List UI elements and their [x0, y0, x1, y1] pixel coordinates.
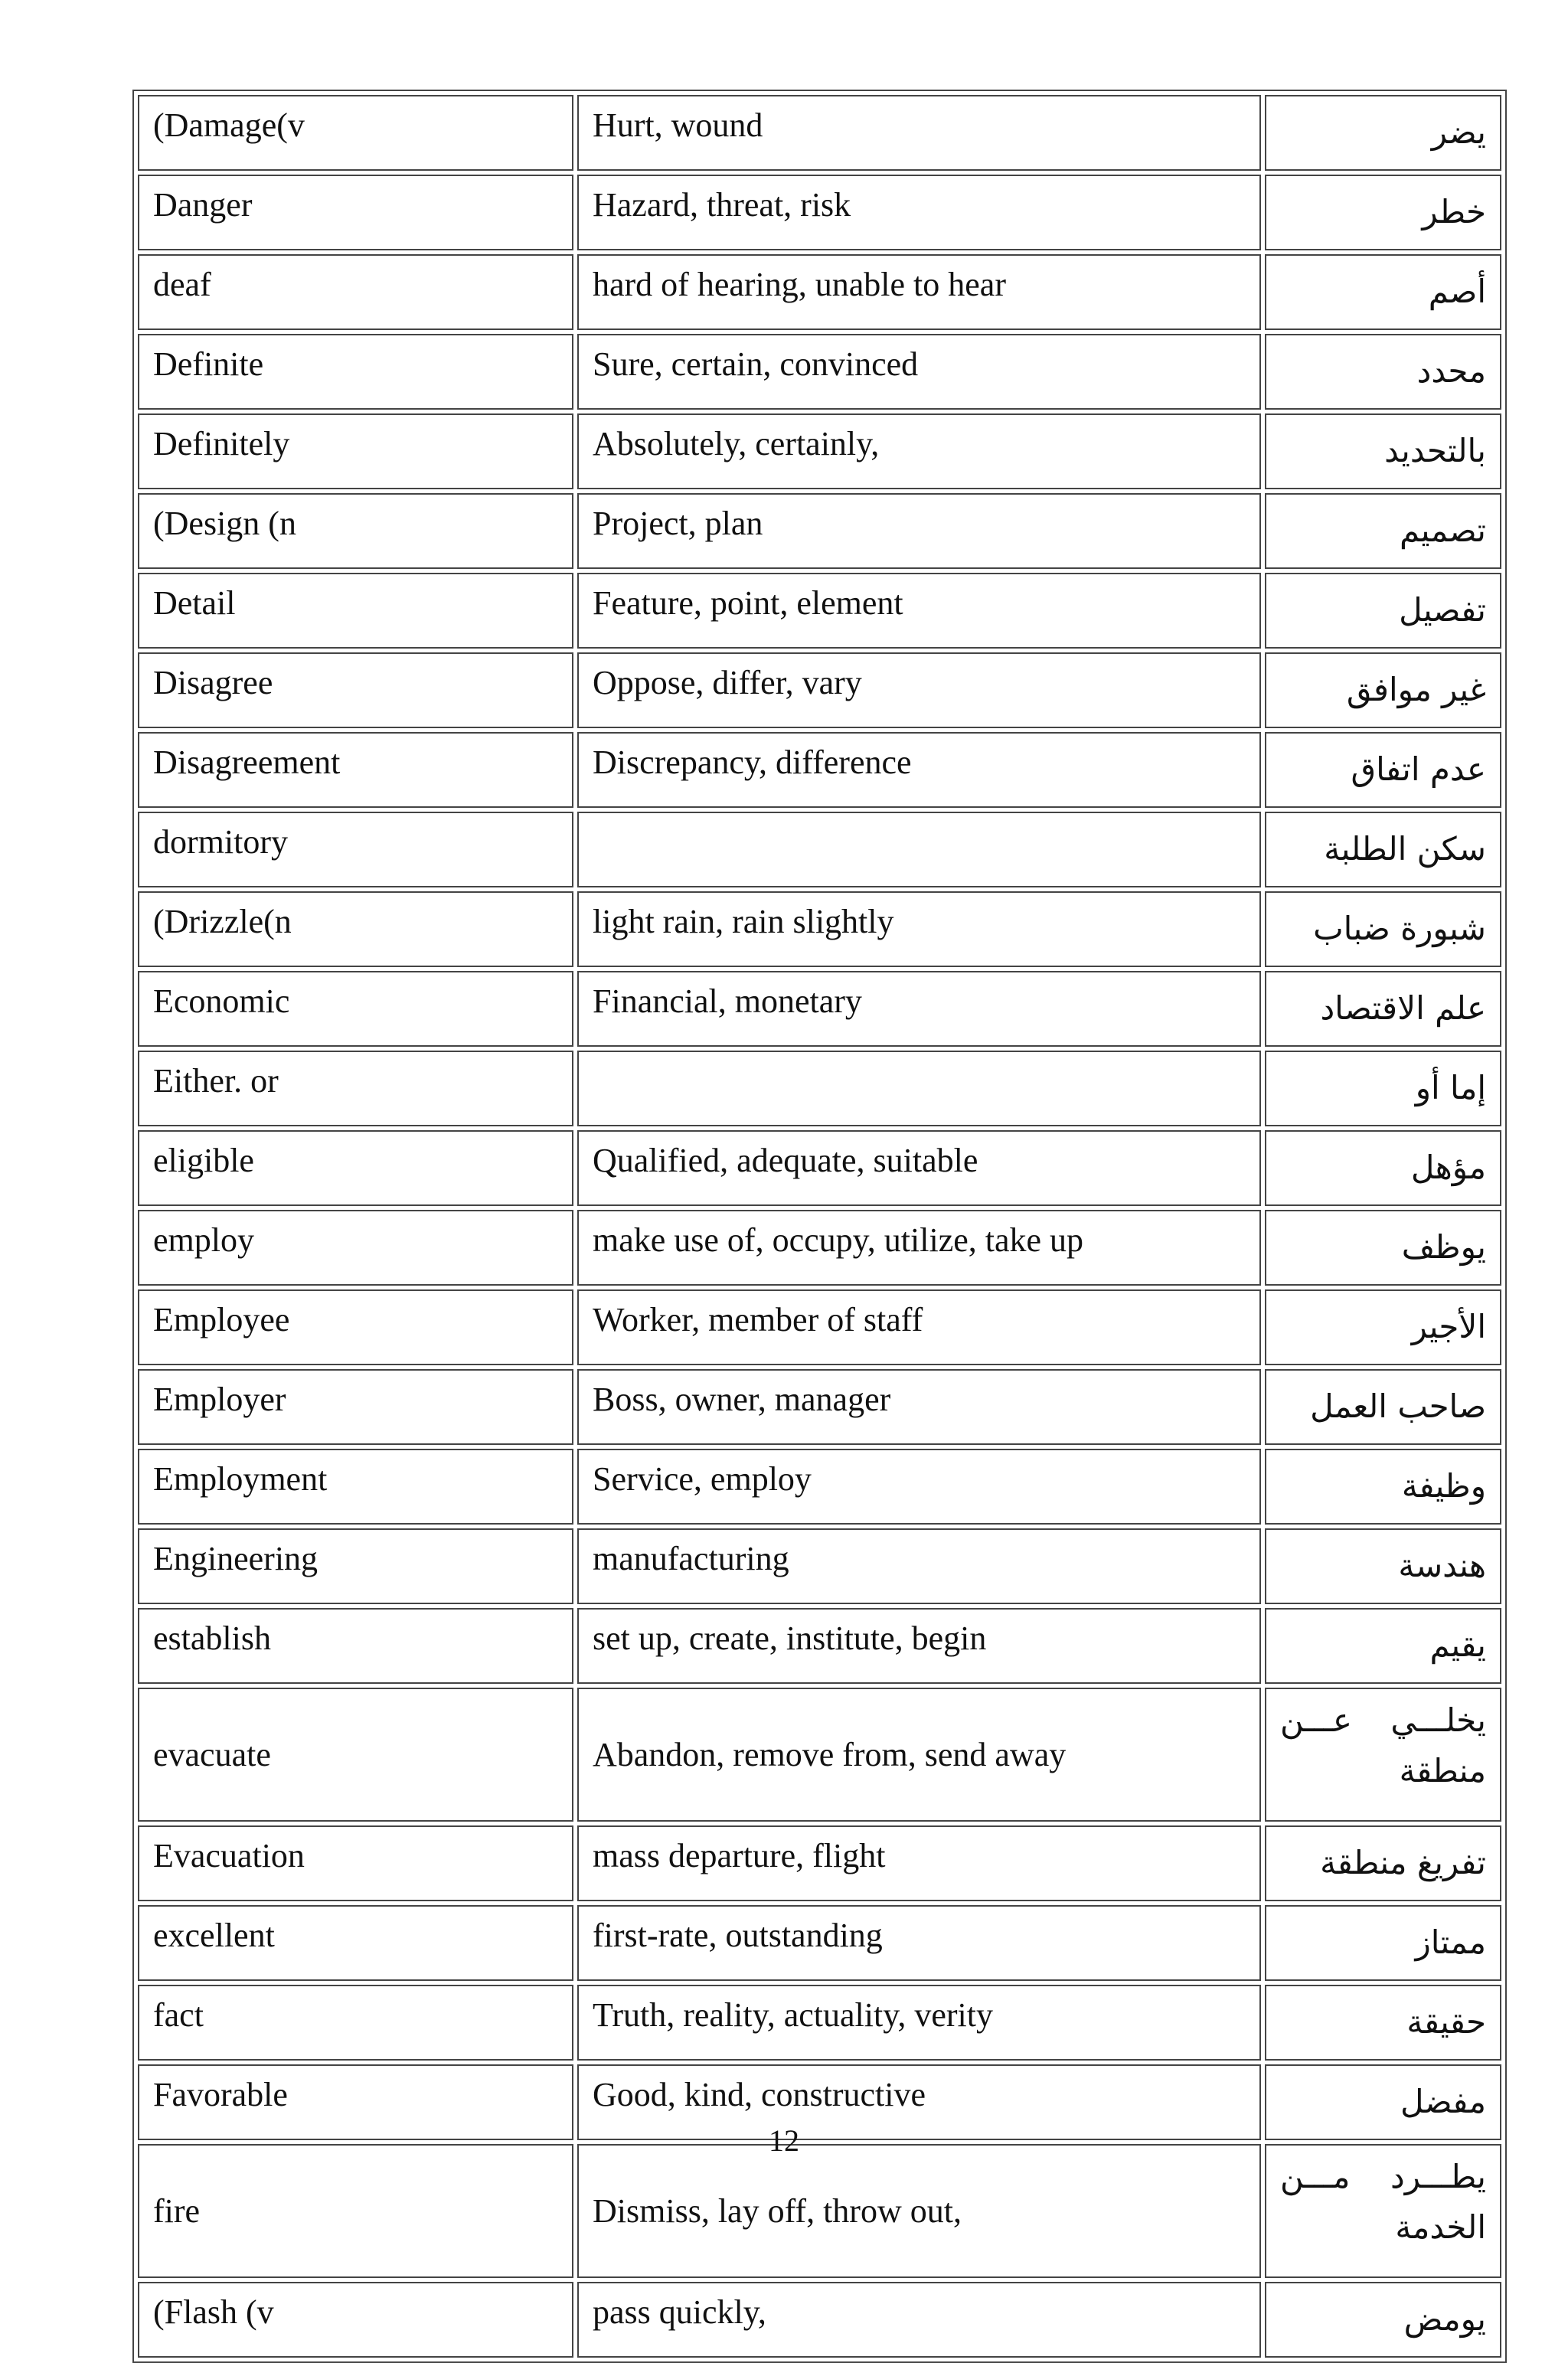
synonyms-cell: set up, create, institute, begin [577, 1608, 1261, 1684]
arabic-translation-cell: يطـــرد مـــن الخدمة [1265, 2144, 1501, 2278]
arabic-translation-cell: خطر [1265, 175, 1501, 250]
table-row [138, 1825, 1501, 1901]
arabic-translation-cell: يضر [1265, 95, 1501, 171]
english-word-cell: dormitory [138, 812, 573, 887]
table-row [138, 334, 1501, 410]
table-row [138, 1289, 1501, 1365]
table-row [138, 652, 1501, 728]
english-word-cell: (Design (n [138, 493, 573, 569]
table-row [138, 1528, 1501, 1604]
english-word-cell: Danger [138, 175, 573, 250]
arabic-translation-cell: محدد [1265, 334, 1501, 410]
table-row [138, 971, 1501, 1047]
english-word-cell: Either. or [138, 1051, 573, 1126]
table-row [138, 812, 1501, 887]
english-word-cell: establish [138, 1608, 573, 1684]
english-word-cell: Detail [138, 573, 573, 649]
english-word-cell: excellent [138, 1905, 573, 1981]
synonyms-cell: Sure, certain, convinced [577, 334, 1261, 410]
vocabulary-table [132, 90, 1507, 2363]
english-word-cell: Engineering [138, 1528, 573, 1604]
arabic-translation-cell: سكن الطلبة [1265, 812, 1501, 887]
english-word-cell: Definite [138, 334, 573, 410]
english-word-cell: Disagreement [138, 732, 573, 808]
arabic-translation-cell: يوظف [1265, 1210, 1501, 1286]
table-row [138, 175, 1501, 250]
english-word-cell: Disagree [138, 652, 573, 728]
synonyms-cell: pass quickly, [577, 2282, 1261, 2358]
table-row [138, 2144, 1501, 2278]
table-row [138, 1369, 1501, 1445]
arabic-translation-cell: يخلـــي عـــن منطقة [1265, 1688, 1501, 1822]
english-word-cell: Employment [138, 1449, 573, 1525]
arabic-translation-cell: ممتاز [1265, 1905, 1501, 1981]
table-row [138, 1130, 1501, 1206]
synonyms-cell: light rain, rain slightly [577, 891, 1261, 967]
synonyms-cell: Oppose, differ, vary [577, 652, 1261, 728]
english-word-cell: evacuate [138, 1688, 573, 1822]
synonyms-cell: Project, plan [577, 493, 1261, 569]
synonyms-cell [577, 1051, 1261, 1126]
english-word-cell: Employer [138, 1369, 573, 1445]
arabic-translation-cell: تفصيل [1265, 573, 1501, 649]
arabic-translation-cell: مؤهل [1265, 1130, 1501, 1206]
table-row [138, 1210, 1501, 1286]
synonyms-cell: Good, kind, constructive [577, 2064, 1261, 2140]
table-row [138, 493, 1501, 569]
arabic-translation-cell: بالتحديد [1265, 413, 1501, 489]
arabic-translation-cell: يومض [1265, 2282, 1501, 2358]
synonyms-cell: Boss, owner, manager [577, 1369, 1261, 1445]
synonyms-cell: Dismiss, lay off, throw out, [577, 2144, 1261, 2278]
synonyms-cell: Worker, member of staff [577, 1289, 1261, 1365]
arabic-translation-cell: صاحب العمل [1265, 1369, 1501, 1445]
english-word-cell: employ [138, 1210, 573, 1286]
arabic-translation-cell: شبورة ضباب [1265, 891, 1501, 967]
synonyms-cell: Discrepancy, difference [577, 732, 1261, 808]
arabic-translation-cell: تفريغ منطقة [1265, 1825, 1501, 1901]
english-word-cell: Employee [138, 1289, 573, 1365]
table-row [138, 1051, 1501, 1126]
synonyms-cell: Qualified, adequate, suitable [577, 1130, 1261, 1206]
table-row [138, 413, 1501, 489]
table-row [138, 254, 1501, 330]
english-word-cell: fact [138, 1985, 573, 2061]
arabic-translation-cell: الأجير [1265, 1289, 1501, 1365]
arabic-translation-cell: تصميم [1265, 493, 1501, 569]
arabic-translation-cell: أصم [1265, 254, 1501, 330]
synonyms-cell: Hazard, threat, risk [577, 175, 1261, 250]
synonyms-cell: Service, employ [577, 1449, 1261, 1525]
table-row [138, 95, 1501, 171]
arabic-translation-cell: علم الاقتصاد [1265, 971, 1501, 1047]
english-word-cell: (Drizzle(n [138, 891, 573, 967]
synonyms-cell: Truth, reality, actuality, verity [577, 1985, 1261, 2061]
english-word-cell: Evacuation [138, 1825, 573, 1901]
english-word-cell: Economic [138, 971, 573, 1047]
synonyms-cell: Absolutely, certainly, [577, 413, 1261, 489]
table-row [138, 2282, 1501, 2358]
synonyms-cell: Financial, monetary [577, 971, 1261, 1047]
synonyms-cell: hard of hearing, unable to hear [577, 254, 1261, 330]
table-row [138, 1608, 1501, 1684]
english-word-cell: fire [138, 2144, 573, 2278]
arabic-translation-cell: وظيفة [1265, 1449, 1501, 1525]
arabic-translation-cell: حقيقة [1265, 1985, 1501, 2061]
english-word-cell: (Damage(v [138, 95, 573, 171]
synonyms-cell: Hurt, wound [577, 95, 1261, 171]
table-row [138, 732, 1501, 808]
table-row [138, 891, 1501, 967]
page-number: 12 [769, 2123, 799, 2158]
synonyms-cell [577, 812, 1261, 887]
table-row [138, 1905, 1501, 1981]
arabic-translation-cell: عدم اتفاق [1265, 732, 1501, 808]
english-word-cell: (Flash (v [138, 2282, 573, 2358]
english-word-cell: eligible [138, 1130, 573, 1206]
synonyms-cell: mass departure, flight [577, 1825, 1261, 1901]
table-row [138, 573, 1501, 649]
arabic-translation-cell: هندسة [1265, 1528, 1501, 1604]
arabic-translation-cell: يقيم [1265, 1608, 1501, 1684]
english-word-cell: Favorable [138, 2064, 573, 2140]
english-word-cell: Definitely [138, 413, 573, 489]
table-row [138, 1985, 1501, 2061]
english-word-cell: deaf [138, 254, 573, 330]
synonyms-cell: manufacturing [577, 1528, 1261, 1604]
table-row [138, 1449, 1501, 1525]
table-row [138, 1688, 1501, 1822]
arabic-translation-cell: غير موافق [1265, 652, 1501, 728]
synonyms-cell: make use of, occupy, utilize, take up [577, 1210, 1261, 1286]
arabic-translation-cell: مفضل [1265, 2064, 1501, 2140]
synonyms-cell: first-rate, outstanding [577, 1905, 1261, 1981]
synonyms-cell: Feature, point, element [577, 573, 1261, 649]
synonyms-cell: Abandon, remove from, send away [577, 1688, 1261, 1822]
arabic-translation-cell: إما أو [1265, 1051, 1501, 1126]
